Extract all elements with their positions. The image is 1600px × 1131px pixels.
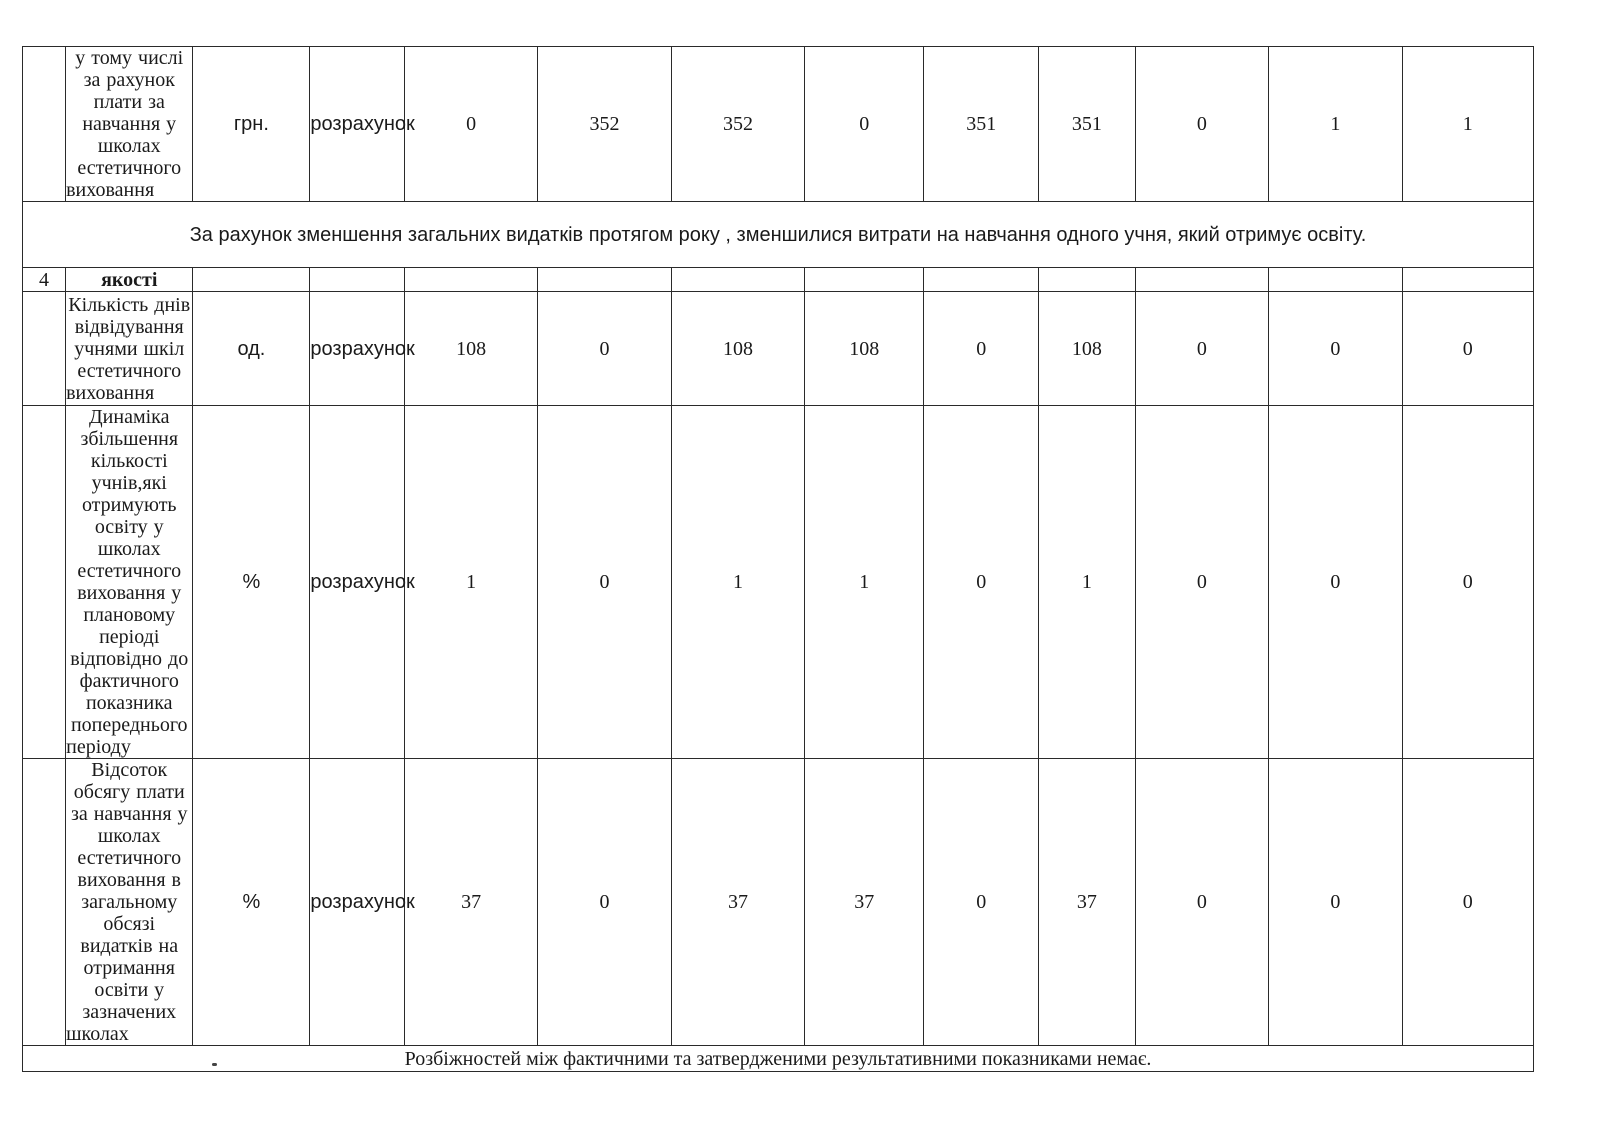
value-cell: 1 [671, 406, 804, 759]
value-cell: 0 [1135, 406, 1268, 759]
section-title: якості [66, 268, 193, 292]
value-cell: 351 [924, 47, 1039, 202]
value-cell: 0 [924, 759, 1039, 1046]
value-cell: 37 [805, 759, 924, 1046]
conclusion-note: Розбіжностей між фактичними та затвердженими результативними показниками немає. [23, 1046, 1534, 1072]
scan-speck [212, 1063, 217, 1066]
table-row [23, 406, 1534, 759]
value-cell: 0 [805, 47, 924, 202]
value-cell: 37 [404, 759, 537, 1046]
value-cell: 351 [1039, 47, 1135, 202]
unit-cell: % [193, 759, 310, 1046]
note-row [23, 1046, 1534, 1072]
value-cell: 37 [671, 759, 804, 1046]
table-row [23, 759, 1534, 1046]
value-cell: 0 [1269, 292, 1402, 406]
method-cell: розрахунок [310, 292, 404, 406]
note-row [23, 202, 1534, 268]
value-cell: 0 [1402, 292, 1533, 406]
value-cell: 0 [538, 292, 671, 406]
value-cell: 1 [805, 406, 924, 759]
row-number-cell [23, 292, 66, 406]
value-cell: 0 [538, 759, 671, 1046]
value-cell: 0 [1269, 406, 1402, 759]
performance-indicators-table [22, 46, 1534, 1072]
section-number: 4 [23, 268, 66, 292]
unit-cell: од. [193, 292, 310, 406]
value-cell: 108 [805, 292, 924, 406]
row-number-cell [23, 759, 66, 1046]
unit-cell: грн. [193, 47, 310, 202]
value-cell: 37 [1039, 759, 1135, 1046]
row-number-cell [23, 406, 66, 759]
method-cell: розрахунок [310, 47, 404, 202]
indicator-name: Динаміка збільшення кількості учнів,які отримують освіту у школах естетичного виховання у плановому періоді відповідно до фактичного показника попереднього періоду [66, 406, 193, 759]
value-cell: 352 [538, 47, 671, 202]
value-cell: 0 [1135, 759, 1268, 1046]
value-cell: 352 [671, 47, 804, 202]
value-cell: 0 [1135, 292, 1268, 406]
value-cell: 108 [671, 292, 804, 406]
value-cell: 0 [1402, 759, 1533, 1046]
section-header-row [23, 268, 1534, 292]
value-cell: 1 [1402, 47, 1533, 202]
value-cell: 0 [1269, 759, 1402, 1046]
table-row [23, 47, 1534, 202]
method-cell: розрахунок [310, 406, 404, 759]
value-cell: 0 [924, 406, 1039, 759]
indicator-name: Кількість днів відвідування учнями шкіл естетичного виховання [66, 292, 193, 406]
explanation-note: За рахунок зменшення загальних видатків протягом року , зменшилися витрати на навчання одного учня, який отримує освіту. [23, 202, 1534, 268]
row-number-cell [23, 47, 66, 202]
value-cell: 0 [404, 47, 537, 202]
value-cell: 108 [404, 292, 537, 406]
value-cell: 0 [538, 406, 671, 759]
value-cell: 1 [1269, 47, 1402, 202]
indicator-name: Відсоток обсягу плати за навчання у школах естетичного виховання в загальному обсязі видатків на отримання освіти у зазначених школах [66, 759, 193, 1046]
value-cell: 0 [1135, 47, 1268, 202]
indicator-name: у тому числі за рахунок плати за навчання у школах естетичного виховання [66, 47, 193, 202]
value-cell: 1 [1039, 406, 1135, 759]
value-cell: 1 [404, 406, 537, 759]
value-cell: 0 [1402, 406, 1533, 759]
method-cell: розрахунок [310, 759, 404, 1046]
value-cell: 0 [924, 292, 1039, 406]
table-row [23, 292, 1534, 406]
value-cell: 108 [1039, 292, 1135, 406]
unit-cell: % [193, 406, 310, 759]
